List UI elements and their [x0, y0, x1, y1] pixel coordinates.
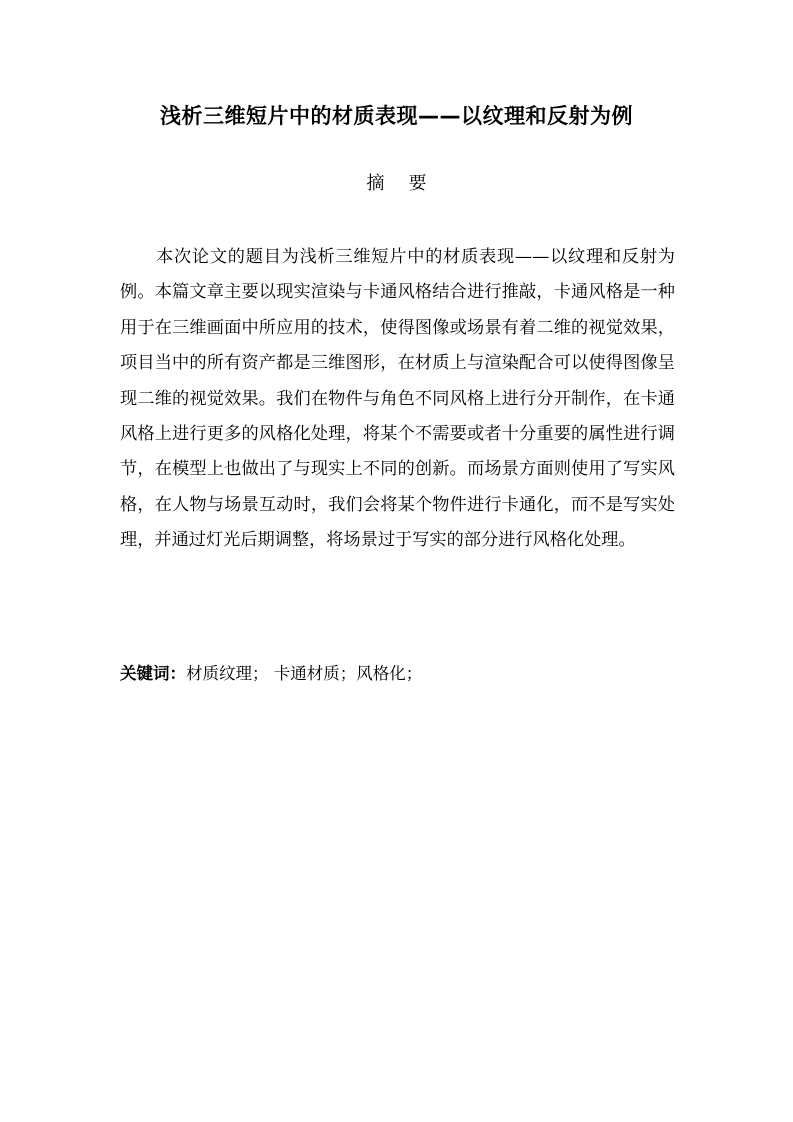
abstract-heading: 摘要 — [366, 173, 451, 194]
abstract-paragraph: 本次论文的题目为浅析三维短片中的材质表现——以纹理和反射为例。本篇文章主要以现实渲染与卡通风格结合进行推敲，卡通风格是一种用于在三维画面中所应用的技术，使得图像或场景有着二维的视觉效果，项目当中的所有资产都是三维图形，在材质上与渲染配合可以使得图像呈现二维的视觉效果。我们在物件与角色不同风格上进行分开制作，在卡通风格上进行更多的风格化处理，将某个不需要或者十分重要的属性进行调节，在模型上也做出了与现实上不同的创新。而场景方面则使用了写实风格，在人物与场景互动时，我们会将某个物件进行卡通化，而不是写实处理，并通过灯光后期调整，将场景过于写实的部分进行风格化处理。 — [120, 247, 675, 551]
keywords-line — [120, 660, 675, 688]
document-title: 浅析三维短片中的材质表现——以纹理和反射为例 — [160, 104, 633, 128]
keywords-label: 关键词： — [120, 664, 186, 683]
keywords-list: 材质纹理； 卡通材质；风格化； — [186, 664, 423, 683]
